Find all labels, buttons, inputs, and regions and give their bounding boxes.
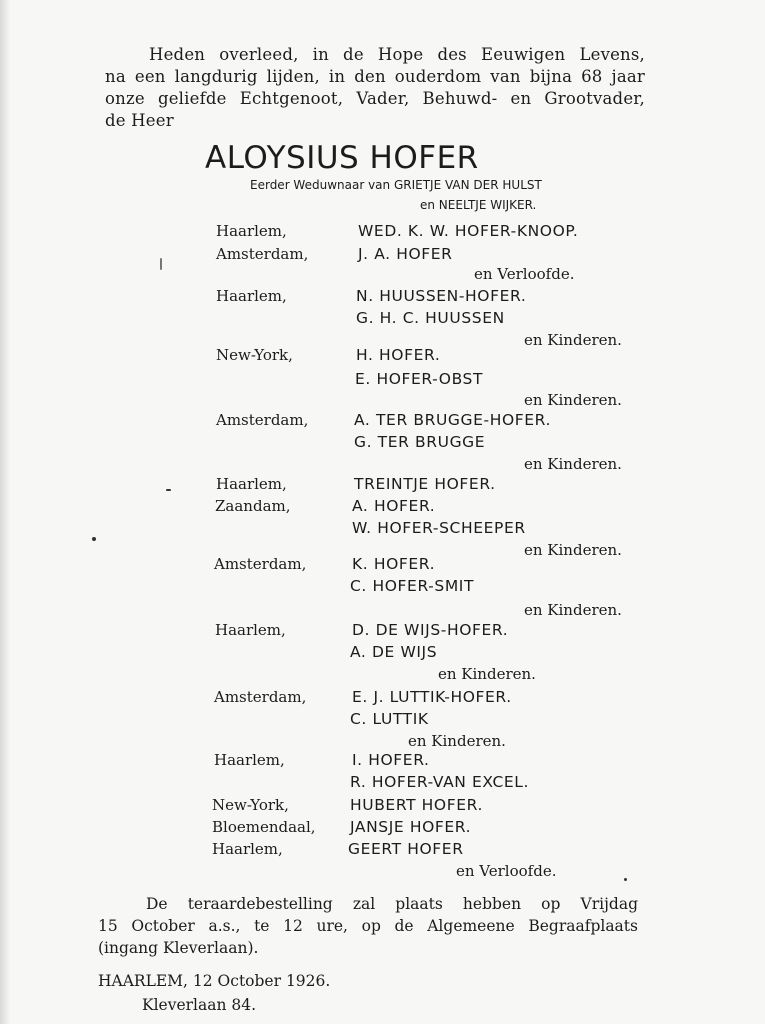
mourner-row — [0, 346, 765, 368]
mourner-row — [0, 497, 765, 519]
mourner-name: N. HUUSSEN-HOFER. — [356, 287, 527, 305]
mourner-name: J. A. HOFER — [358, 245, 453, 263]
mourner-suffix: en Kinderen. — [524, 541, 622, 559]
paper-speck — [166, 489, 171, 491]
mourner-row — [0, 773, 765, 795]
mourner-suffix: en Kinderen. — [408, 732, 506, 750]
funeral-line: (ingang Kleverlaan). — [98, 939, 259, 957]
mourner-place: New-York, — [216, 346, 293, 364]
mourner-row — [0, 287, 765, 309]
dateline: HAARLEM, 12 October 1926. — [98, 972, 331, 990]
mourner-name: R. HOFER-VAN EXCEL. — [350, 773, 530, 791]
mourner-place: Bloemendaal, — [212, 818, 316, 836]
mourner-name: E. J. LUTTIK-HOFER. — [352, 688, 512, 706]
mourner-name: HUBERT HOFER. — [350, 796, 483, 814]
mourner-name: A. HOFER. — [352, 497, 436, 515]
widower-line-1: Eerder Weduwnaar van GRIETJE VAN DER HULST — [250, 178, 542, 192]
mourner-row — [0, 265, 765, 287]
mourner-name: G. TER BRUGGE — [354, 433, 486, 451]
mourner-name: G. H. C. HUUSSEN — [356, 309, 505, 327]
mourner-suffix: en Kinderen. — [524, 391, 622, 409]
mourner-row — [0, 840, 765, 862]
mourner-name: K. HOFER. — [352, 555, 436, 573]
mourner-row — [0, 818, 765, 840]
mourner-name: W. HOFER-SCHEEPER — [352, 519, 526, 537]
mourner-name: I. HOFER. — [352, 751, 430, 769]
mourner-row — [0, 710, 765, 732]
mourner-place: Haarlem, — [215, 621, 286, 639]
mourner-row — [0, 411, 765, 433]
mourner-row — [0, 245, 765, 267]
paper-speck — [160, 258, 162, 270]
mourner-row — [0, 643, 765, 665]
deceased-name: ALOYSIUS HOFER — [205, 140, 479, 176]
mourner-place: Amsterdam, — [216, 411, 309, 429]
mourner-name: C. HOFER-SMIT — [350, 577, 475, 595]
mourner-name: A. TER BRUGGE-HOFER. — [354, 411, 552, 429]
mourner-row — [0, 222, 765, 244]
mourner-row — [0, 796, 765, 818]
mourner-row — [0, 391, 765, 413]
mourner-row — [0, 433, 765, 455]
mourner-suffix: en Kinderen. — [438, 665, 536, 683]
mourner-place: Amsterdam, — [214, 688, 307, 706]
intro-line: onze geliefde Echtgenoot, Vader, Behuwd- en Grootvader, — [105, 89, 645, 108]
mourner-suffix: en Verloofde. — [456, 862, 557, 880]
mourner-name: E. HOFER-OBST — [355, 370, 484, 388]
paper-speck — [624, 878, 627, 881]
mourner-row — [0, 475, 765, 497]
announcement-text — [105, 44, 645, 132]
mourner-name: C. LUTTIK — [350, 710, 429, 728]
mourner-place: Haarlem, — [216, 475, 287, 493]
mourner-name: JANSJE HOFER. — [350, 818, 472, 836]
mourner-place: Haarlem, — [214, 751, 285, 769]
mourner-row — [0, 862, 765, 884]
mourner-row — [0, 751, 765, 773]
mourner-place: Haarlem, — [216, 287, 287, 305]
funeral-line: 15 October a.s., te 12 ure, op de Algemeene Begraafplaats — [98, 917, 638, 935]
mourner-suffix: en Kinderen. — [524, 455, 622, 473]
mourner-row — [0, 370, 765, 392]
mourner-row — [0, 601, 765, 623]
address: Kleverlaan 84. — [142, 996, 257, 1014]
mourner-row — [0, 577, 765, 599]
mourner-place: Haarlem, — [212, 840, 283, 858]
mourner-name: GEERT HOFER — [348, 840, 464, 858]
mourner-row — [0, 688, 765, 710]
mourner-place: Amsterdam, — [216, 245, 309, 263]
mourner-row — [0, 621, 765, 643]
mourner-suffix: en Kinderen. — [524, 601, 622, 619]
widower-line-2: en NEELTJE WIJKER. — [420, 198, 537, 212]
mourner-suffix: en Verloofde. — [474, 265, 575, 283]
mourner-row — [0, 455, 765, 477]
mourner-name: H. HOFER. — [356, 346, 441, 364]
mourner-row — [0, 519, 765, 541]
funeral-line: De teraardebestelling zal plaats hebben op Vrijdag — [146, 895, 638, 913]
mourner-row — [0, 309, 765, 331]
mourner-name: D. DE WIJS-HOFER. — [352, 621, 509, 639]
mourner-place: Amsterdam, — [214, 555, 307, 573]
mourner-name: WED. K. W. HOFER-KNOOP. — [358, 222, 579, 240]
mourner-name: TREINTJE HOFER. — [354, 475, 496, 493]
mourner-row — [0, 555, 765, 577]
mourner-name: A. DE WIJS — [350, 643, 438, 661]
mourner-place: Haarlem, — [216, 222, 287, 240]
paper-speck — [92, 537, 96, 541]
intro-line: Heden overleed, in de Hope des Eeuwigen Levens, — [149, 45, 645, 64]
intro-line: na een langdurig lijden, in den ouderdom van bijna 68 jaar — [105, 67, 645, 86]
mourner-suffix: en Kinderen. — [524, 331, 622, 349]
intro-line: de Heer — [105, 111, 174, 130]
mourner-place: Zaandam, — [215, 497, 291, 515]
mourner-row — [0, 665, 765, 687]
funeral-details — [98, 893, 638, 959]
mourner-place: New-York, — [212, 796, 289, 814]
